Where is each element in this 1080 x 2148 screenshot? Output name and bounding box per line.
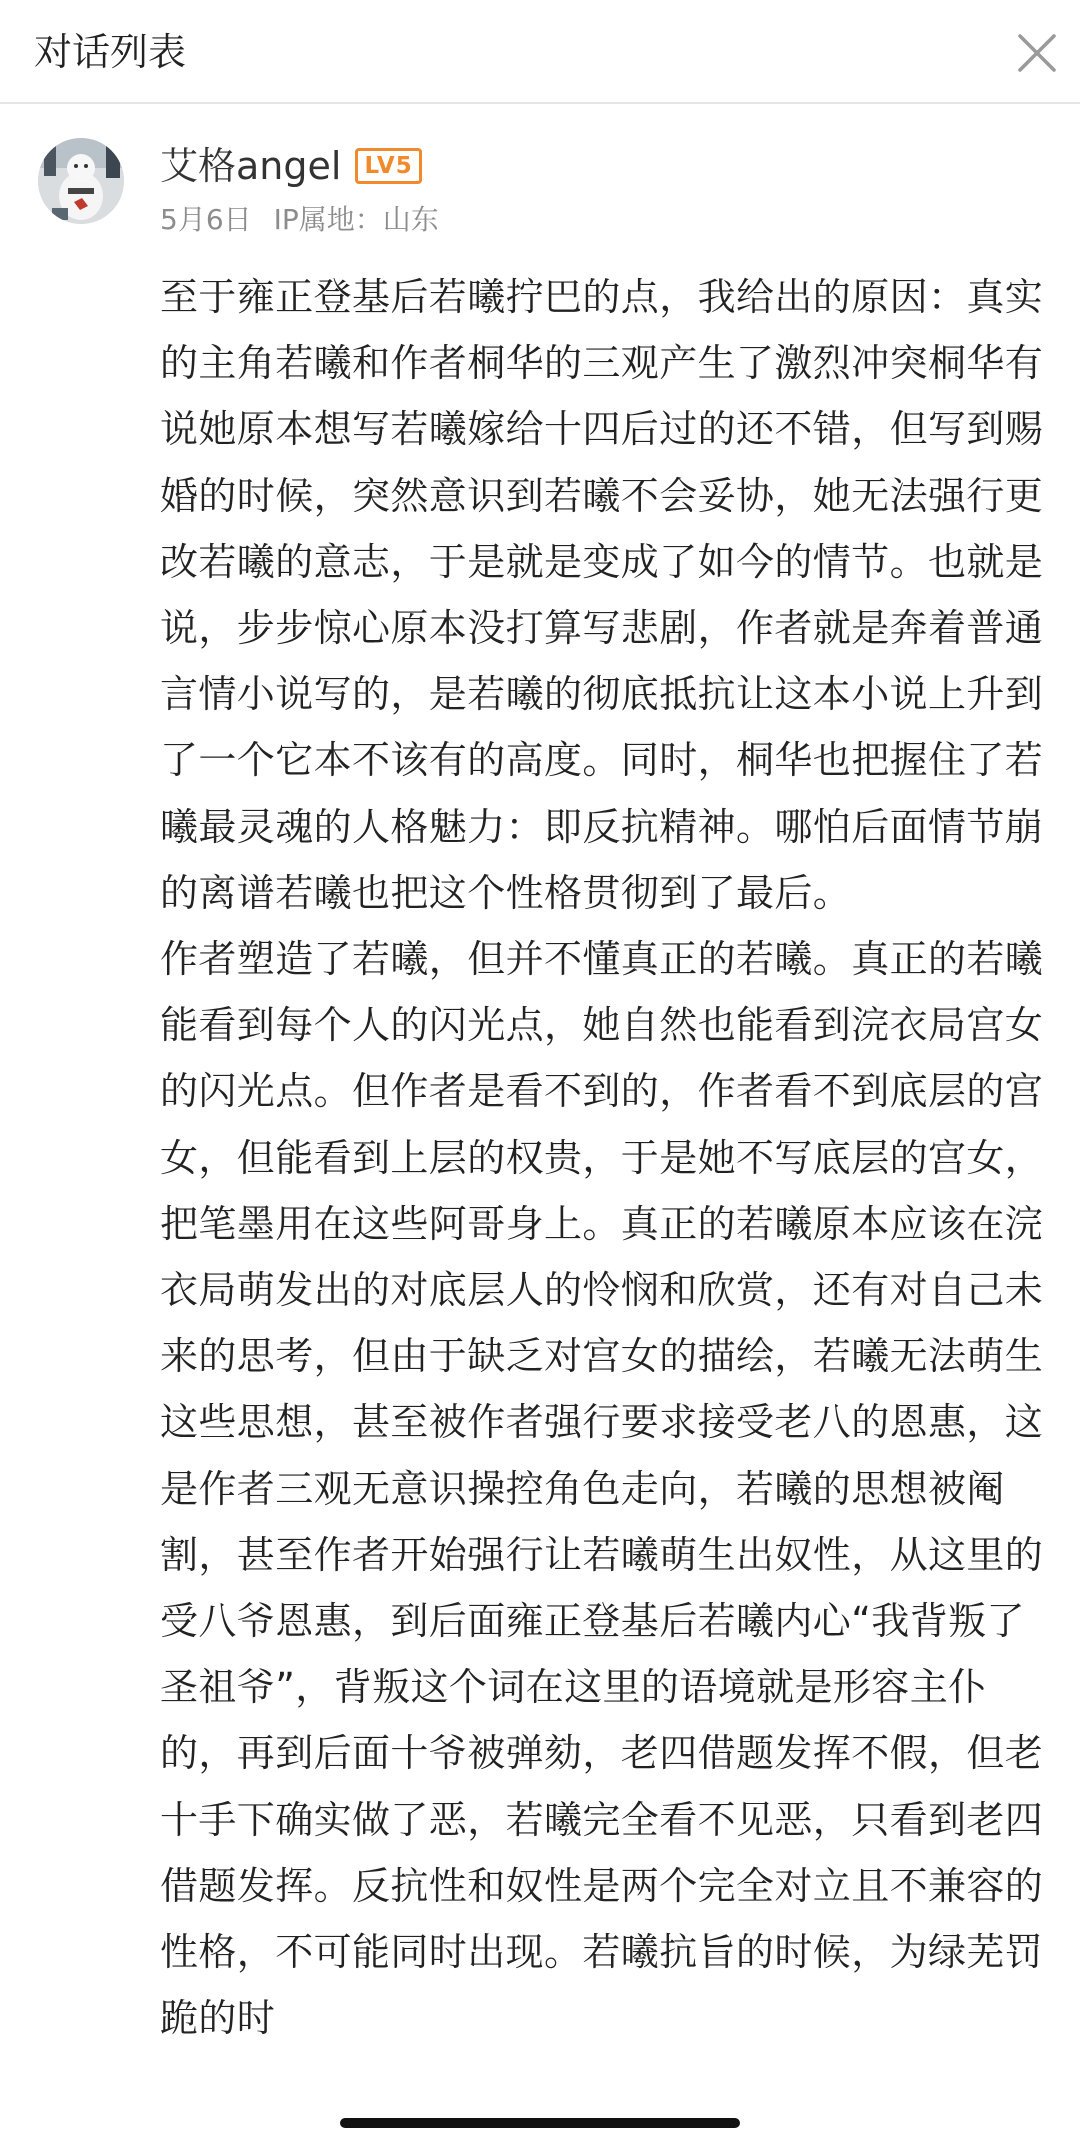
user-avatar-icon <box>38 138 124 224</box>
close-button[interactable] <box>1010 26 1064 80</box>
close-icon <box>1010 26 1064 80</box>
comment-text <box>160 264 1050 2051</box>
home-indicator[interactable] <box>340 2118 740 2128</box>
comment-paragraph: 至于雍正登基后若曦拧巴的点，我给出的原因：真实的主角若曦和作者桐华的三观产生了激烈冲突桐华有说她原本想写若曦嫁给十四后过的还不错，但写到赐婚的时候，突然意识到若曦不会妥协，她无法强行更改若曦的意志，于是就是变成了如今的情节。也就是说，步步惊心原本没打算写悲剧，作者就是奔着普通言情小说写的，是若曦的彻底抵抗让这本小说上升到了一个它本不该有的高度。同时，桐华也把握住了若曦最灵魂的人格魅力：即反抗精神。哪怕后面情节崩的离谱若曦也把这个性格贯彻到了最后。 <box>160 275 1044 915</box>
user-info <box>160 138 422 194</box>
top-bar <box>0 0 1080 104</box>
comment-paragraph: 作者塑造了若曦，但并不懂真正的若曦。真正的若曦能看到每个人的闪光点，她自然也能看到浣衣局宫女的闪光点。但作者是看不到的，作者看不到底层的宫女，但能看到上层的权贵，于是她不写底层的宫女，把笔墨用在这些阿哥身上。真正的若曦原本应该在浣衣局萌发出的对底层人的怜悯和欣赏，还有对自己未来的思考，但由于缺乏对宫女的描绘，若曦无法萌生这些思想，甚至被作者强行要求接受老八的恩惠，这是作者三观无意识操控角色走向，若曦的思想被阉割，甚至作者开始强行让若曦萌生出奴性，从这里的受八爷恩惠，到后面雍正登基后若曦内心“我背叛了圣祖爷”，背叛这个词在这里的语境就是形容主仆的，再到后面十爷被弹劾，老四借题发挥不假，但老十手下确实做了恶，若曦完全看不见恶，只看到老四借题发挥。反抗性和奴性是两个完全对立且不兼容的性格，不可能同时出现。若曦抗旨的时候，为绿芜罚跪的时 <box>160 937 1044 2041</box>
page-title: 对话列表 <box>34 30 187 74</box>
username[interactable]: 艾格angel <box>160 144 342 188</box>
comment-meta <box>160 198 439 242</box>
level-badge: LV5 <box>355 148 421 184</box>
post-date: 5月6日 <box>160 203 252 236</box>
avatar[interactable] <box>38 138 124 224</box>
ip-location: IP属地：山东 <box>273 203 439 236</box>
